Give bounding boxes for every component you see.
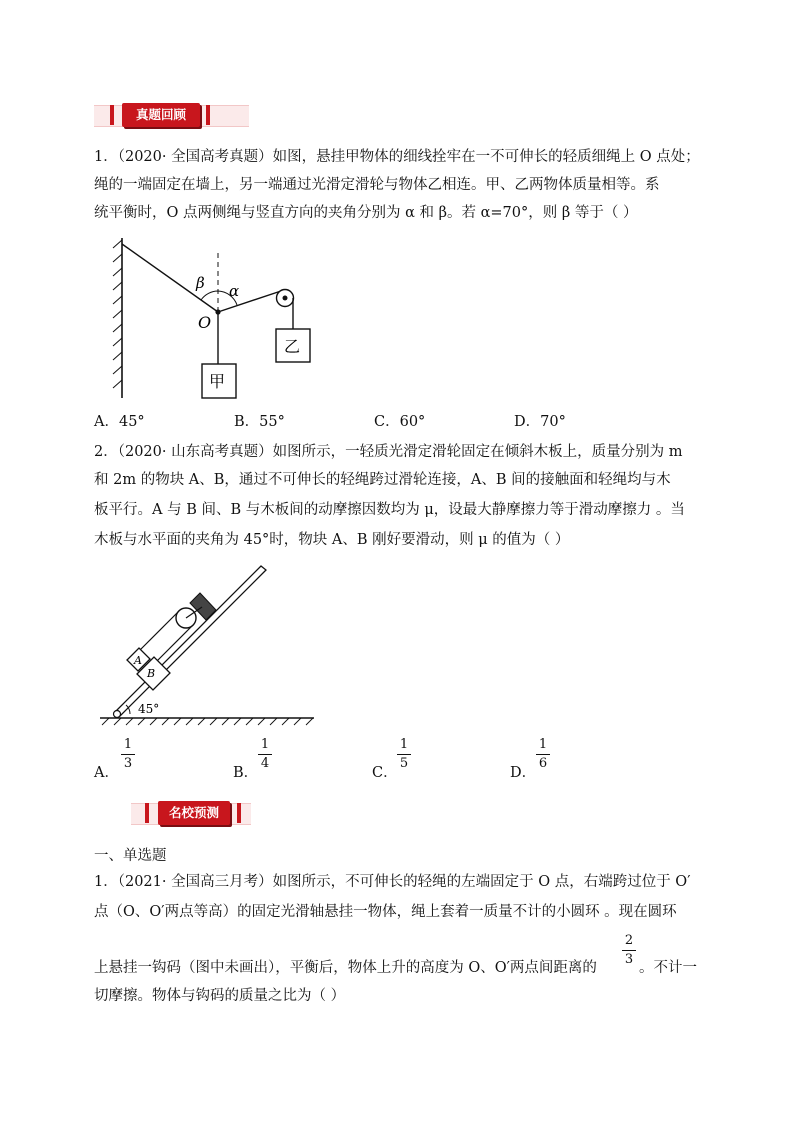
fraction-bar — [397, 754, 411, 755]
label-beta: β — [196, 274, 205, 292]
figure-1-pulley-diagram — [100, 232, 340, 404]
fraction-denominator: 4 — [260, 756, 270, 771]
banner-tick — [206, 105, 210, 125]
fraction-bar — [258, 754, 272, 755]
fraction-bar — [622, 950, 636, 951]
label-o: O — [198, 313, 212, 332]
q1-option-c: C．60° — [374, 414, 426, 430]
label-yi: 乙 — [284, 337, 301, 356]
q2-option-c-label: C． — [372, 765, 398, 781]
q3-line-2: 点（O、O′两点等高）的固定光滑轴悬挂一物体，绳上套着一质量不计的小圆环 。现在圆环 — [94, 904, 677, 920]
fraction-numerator: 2 — [624, 933, 634, 948]
q1-line-3: 统平衡时，O 点两侧绳与竖直方向的夹角分别为 α 和 β。若 α=70°，则 β 等于（ ） — [94, 205, 638, 221]
q3-line-3-end: 。不计一 — [639, 960, 697, 976]
fraction-denominator: 5 — [399, 756, 409, 771]
q2-line-1: 2．（2020· 山东高考真题）如图所示，一轻质光滑定滑轮固定在倾斜木板上，质量分别为 m — [94, 444, 683, 460]
section-title: 名校预测 — [158, 801, 230, 825]
label-a: A — [134, 654, 142, 667]
point-o — [215, 309, 220, 314]
figure-2-incline-diagram — [96, 560, 320, 726]
q3-line-4: 切摩擦。物体与钩码的质量之比为（ ） — [94, 988, 346, 1004]
q1-option-a: A．45° — [94, 414, 145, 430]
incline-board — [115, 566, 266, 716]
label-b: B — [147, 667, 156, 680]
q2-line-2: 和 2m 的物块 A、B，通过不可伸长的轻绳跨过滑轮连接，A、B 间的接触面和轻绳均与木 — [94, 472, 671, 488]
fraction-bar — [536, 754, 550, 755]
q2-option-d-label: D． — [510, 765, 537, 781]
q2-option-c-fraction — [397, 738, 411, 771]
q2-line-4: 木板与水平面的夹角为 45°时，物块 A、B 刚好要滑动，则 μ 的值为（ ） — [94, 532, 570, 548]
q2-option-b-fraction — [258, 738, 272, 771]
q3-line-3: 上悬挂一钩码（图中未画出），平衡后，物体上升的高度为 O、O′两点间距离的 — [94, 960, 597, 976]
section-banner-zhenti — [94, 103, 249, 127]
hinge — [114, 711, 121, 718]
pulley-axle — [283, 296, 288, 301]
label-jia: 甲 — [209, 372, 226, 391]
fraction-denominator: 3 — [123, 756, 133, 771]
label-alpha: α — [229, 282, 240, 300]
banner-tick — [145, 803, 149, 823]
q2-option-b-label: B． — [233, 765, 259, 781]
fraction-numerator: 1 — [399, 737, 409, 752]
fraction-bar — [121, 754, 135, 755]
q2-option-a-label: A． — [94, 765, 119, 781]
fraction-numerator: 1 — [260, 737, 270, 752]
banner-tick — [110, 105, 114, 125]
fraction-numerator: 1 — [123, 737, 133, 752]
banner-tick — [237, 803, 241, 823]
q2-option-d-fraction — [536, 738, 550, 771]
q2-line-3: 板平行。A 与 B 间、B 与木板间的动摩擦因数均为 μ，设最大静摩擦力等于滑动摩擦力 。当 — [94, 502, 685, 518]
q2-option-a-fraction — [121, 738, 135, 771]
label-angle: 45° — [138, 702, 160, 716]
q1-line-2: 绳的一端固定在墙上，另一端通过光滑定滑轮与物体乙相连。甲、乙两物体质量相等。系 — [94, 177, 660, 193]
q1-option-b: B．55° — [234, 414, 285, 430]
fraction-denominator: 6 — [538, 756, 548, 771]
section-title: 真题回顾 — [122, 103, 200, 127]
q1-line-1: 1．（2020· 全国高考真题）如图，悬挂甲物体的细线拴牢在一不可伸长的轻质细绳上 O 点处； — [94, 149, 700, 165]
fraction-numerator: 1 — [538, 737, 548, 752]
wall-hatching — [113, 240, 122, 388]
part-heading: 一、单选题 — [94, 848, 167, 864]
section-banner-mingxiao — [131, 801, 251, 825]
q3-line-1: 1．（2021· 全国高三月考）如图所示，不可伸长的轻绳的左端固定于 O 点，右端跨过位于 O′ — [94, 874, 691, 890]
fraction-denominator: 3 — [624, 952, 634, 967]
q3-fraction — [622, 934, 636, 967]
q1-option-d: D．70° — [514, 414, 566, 430]
ground-hatching — [102, 718, 313, 725]
